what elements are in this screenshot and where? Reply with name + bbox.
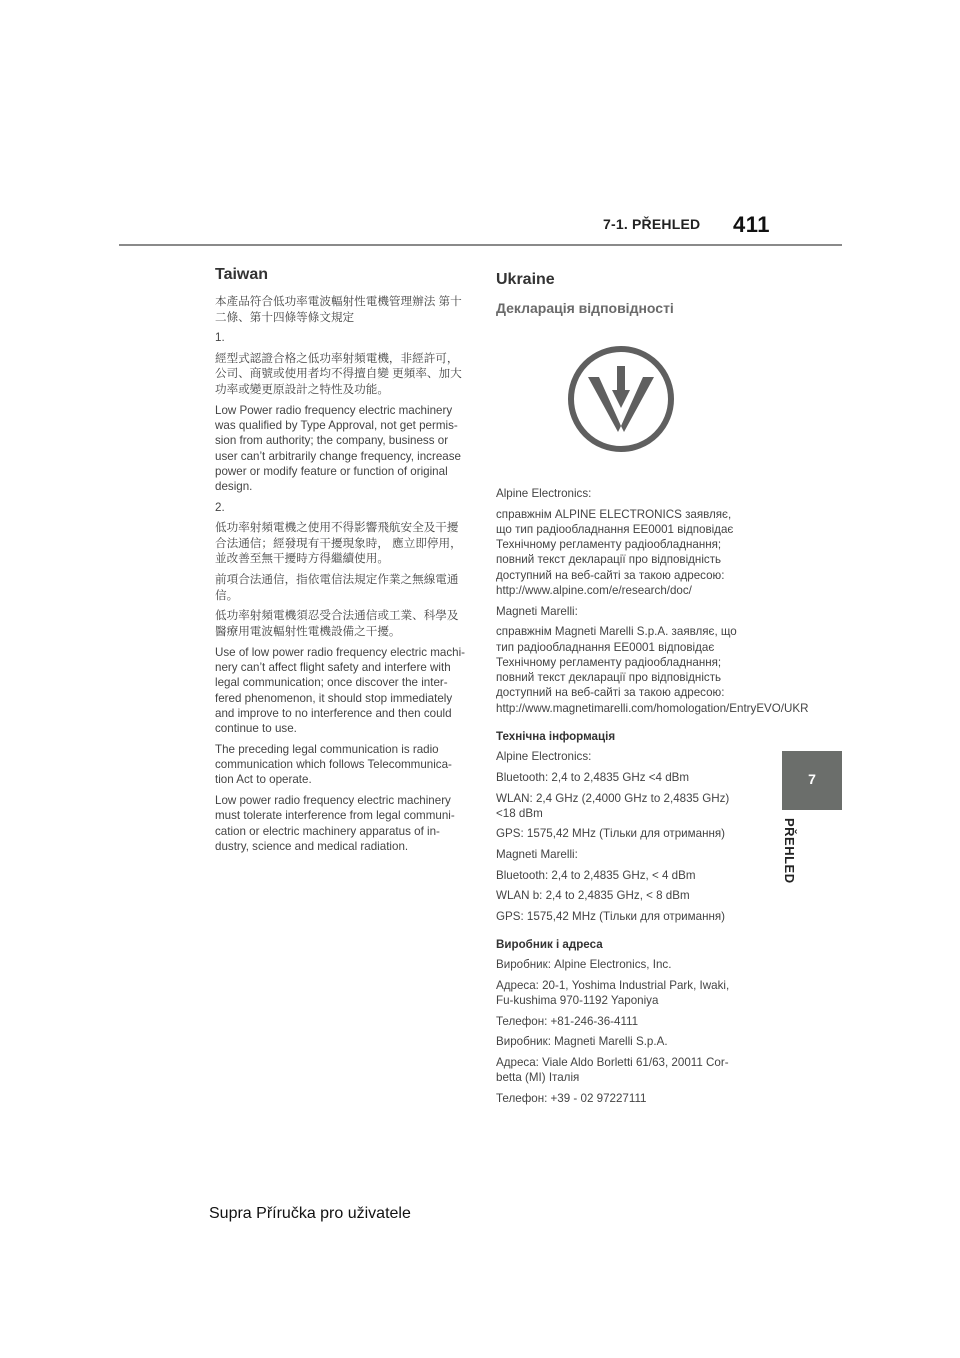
header-divider: [119, 244, 842, 246]
chapter-label: [782, 818, 806, 908]
ukraine-conformity-mark-icon: [566, 344, 676, 454]
declaration-paragraph: справжнім ALPINE ELECTRONICS заявляє, що тип радіообладнання EE0001 відповідає Технічному регламенту радіообладнання; повний текст декларації про відповідність доступний на веб-сайті за такою адресою: http://www.alpine.com/e/research/doc/: [496, 507, 734, 598]
taiwan-paragraph: 2.: [215, 500, 225, 514]
taiwan-paragraph: 經型式認證合格之低功率射頻電機，非經許可，公司、商號或使用者均不得擅自變 更頻率、加大功率或變更原設計之特性及功能。: [215, 351, 462, 396]
taiwan-paragraph: Low Power radio frequency electric machinery was qualified by Type Approval, not get permis-sion from authority; the company, business or user can’t arbitrarily change frequency, increase power or modify feature or function of original design.: [215, 403, 461, 494]
declaration-paragraph: справжнім Magneti Marelli S.p.A. заявляє, що тип радіообладнання EE0001 відповідає Технічному регламенту радіообладнання; повний текст декларації про відповідність доступний на веб-сайті за такою адресою: http://www.magnetimarelli.com/homologation/EntryEVO/UKR: [496, 625, 809, 715]
chapter-tab[interactable]: [782, 751, 842, 810]
manufacturer-line: Виробник: Alpine Electronics, Inc.: [496, 958, 672, 972]
taiwan-section: [215, 265, 465, 860]
tech-info-line: Alpine Electronics:: [496, 750, 592, 764]
taiwan-paragraph: 低功率射頻電機之使用不得影響飛航安全及干擾合法通信；經發現有干擾現象時， 應立即停用，並改善至無干擾時方得繼續使用。: [215, 521, 462, 566]
tech-info-line: Bluetooth: 2,4 to 2,4835 GHz, < 4 dBm: [496, 868, 696, 882]
taiwan-paragraph: 1.: [215, 331, 225, 345]
manufacturer-heading: Виробник і адреса: [496, 938, 603, 952]
taiwan-paragraph: 低功率射頻電機須忍受合法通信或工業、科學及醫療用電波輻射性電機設備之干擾。: [215, 609, 459, 638]
tech-info-line: Magneti Marelli:: [496, 848, 578, 862]
conformity-mark-container: [496, 326, 746, 476]
manufacturer-line: Телефон: +81-246-36-4111: [496, 1014, 639, 1028]
taiwan-paragraph: The preceding legal communication is radio communication which follows Telecommunica-tion Act to operate.: [215, 742, 452, 787]
footer-text: Supra Příručka pro uživatele: [209, 1205, 411, 1222]
taiwan-paragraph: 前項合法通信，指依電信法規定作業之無線電通信。: [215, 573, 459, 602]
taiwan-paragraph: Use of low power radio frequency electric machi-nery can’t affect flight safety and interfere with legal communication; once discover the inter-fered phenomenon, it should stop immediately and improve to no interference and then could continue to use.: [215, 645, 466, 736]
tech-info-line: Bluetooth: 2,4 to 2,4835 GHz <4 dBm: [496, 770, 690, 784]
declaration-subheading: Декларація відповідності: [496, 300, 674, 316]
taiwan-paragraph: Low power radio frequency electric machinery must tolerate interference from legal communi-cation or electric machinery apparatus of in-dustry, science and medical radiation.: [215, 794, 455, 853]
manufacturer-line: Виробник: Magneti Marelli S.p.A.: [496, 1035, 668, 1049]
declaration-paragraph: Magneti Marelli:: [496, 604, 578, 618]
manufacturer-line: Адреса: Viale Aldo Borletti 61/63, 20011 Cor-betta (MI) Італія: [496, 1056, 729, 1085]
manufacturer-line: Адреса: 20-1, Yoshima Industrial Park, Iwaki, Fu-kushima 970-1192 Yaponiya: [496, 978, 730, 1008]
tech-info-line: GPS: 1575,42 MHz (Тільки для отримання): [496, 827, 726, 841]
tech-info-line: WLAN: 2,4 GHz (2,4000 GHz to 2,4835 GHz) <18 dBm: [496, 791, 730, 820]
page-number: 411: [733, 212, 770, 237]
manufacturer-line: Телефон: +39 - 02 97227111: [496, 1091, 647, 1105]
chapter-label-text: PŘEHLED: [782, 818, 797, 884]
ukraine-heading: Ukraine: [496, 271, 555, 288]
declaration-paragraph: Alpine Electronics:: [496, 487, 592, 500]
section-title: 7-1. PŘEHLED: [603, 216, 701, 232]
taiwan-paragraph: 本產品符合低功率電波輻射性電機管理辦法 第十二條、第十四條等條文規定: [215, 295, 462, 324]
chapter-number: 7: [808, 771, 816, 787]
tech-info-heading: Технічна інформація: [496, 730, 616, 744]
taiwan-heading: Taiwan: [215, 266, 269, 283]
tech-info-line: WLAN b: 2,4 to 2,4835 GHz, < 8 dBm: [496, 889, 690, 903]
tech-info-line: GPS: 1575,42 MHz (Тільки для отримання): [496, 909, 726, 923]
